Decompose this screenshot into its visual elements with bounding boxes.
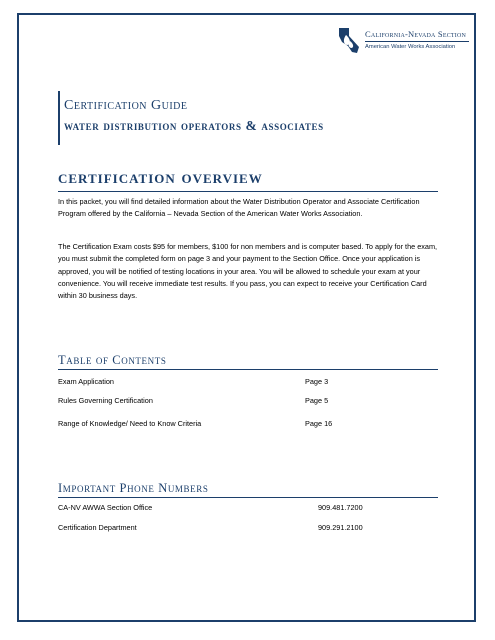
phone-item-label: CA-NV AWWA Section Office bbox=[58, 503, 153, 512]
phone-item-number: 909.481.7200 bbox=[318, 503, 363, 512]
toc-divider bbox=[58, 369, 438, 370]
guide-subtitle: water distribution operators & associates bbox=[64, 118, 324, 133]
logo-section-name: California-Nevada Section bbox=[365, 29, 467, 39]
association-logo bbox=[337, 27, 469, 57]
toc-heading: Table of Contents bbox=[58, 353, 167, 367]
toc-item-label: Exam Application bbox=[58, 377, 114, 386]
logo-divider bbox=[365, 41, 469, 42]
phone-item-number: 909.291.2100 bbox=[318, 523, 363, 532]
overview-heading: certification overview bbox=[58, 167, 263, 188]
overview-paragraph-2: The Certification Exam costs $95 for members, $100 for non members and is computer based. To apply for the exam, you must submit the completed form on page 3 and your payment to the Section Office. Once your application is approved, you will be notified of testing locations in your area. You will be allowed to schedule your exam at your convenience. You will receive immediate test results. If you pass, you can expect to receive your Certification Card within 30 business days. bbox=[58, 242, 438, 301]
overview-divider bbox=[58, 191, 438, 192]
state-map-logo-icon bbox=[337, 27, 363, 55]
toc-item-page: Page 16 bbox=[305, 419, 333, 428]
toc-item-page: Page 3 bbox=[305, 377, 329, 386]
title-accent-bar bbox=[58, 91, 60, 145]
toc-item-label: Range of Knowledge/ Need to Know Criteria bbox=[58, 419, 202, 428]
phone-numbers-divider bbox=[58, 497, 438, 498]
phone-numbers-heading: Important Phone Numbers bbox=[58, 481, 209, 495]
logo-association-name: American Water Works Association bbox=[365, 44, 456, 50]
overview-paragraph-1: In this packet, you will find detailed information about the Water Distribution Operator and Associate Certification Program offered by the California – Nevada Section of the American Water Works Association. bbox=[58, 197, 420, 219]
toc-item-page: Page 5 bbox=[305, 396, 329, 405]
toc-item-label: Rules Governing Certification bbox=[58, 396, 153, 405]
phone-item-label: Certification Department bbox=[58, 523, 137, 532]
guide-title: Certification Guide bbox=[64, 98, 188, 113]
